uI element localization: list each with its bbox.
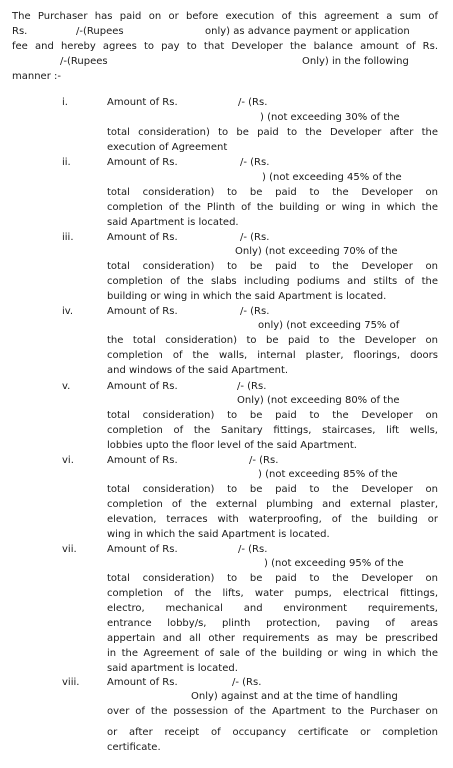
item-line: total consideration) to be paid to the Developer after the [107, 127, 438, 138]
item-line: Only) (not exceeding 70% of the [235, 246, 398, 257]
item-line: completion of the Plinth of the building or wing in which the [107, 202, 438, 213]
item-line: electro, mechanical and environment requirements, [107, 603, 438, 614]
item-line: completion of the lifts, water pumps, electrical fittings, [107, 588, 438, 599]
item-line: total consideration) to be paid to the Developer on [107, 573, 438, 584]
item-rs-label: /- (Rs. [232, 677, 262, 688]
item-amount-label: Amount of Rs. [107, 157, 178, 168]
intro-line-2-rs: Rs. [12, 26, 28, 37]
item-line: lobbies upto the floor level of the said Apartment. [107, 440, 357, 451]
item-line: total consideration) to be paid to the Developer on [107, 484, 438, 495]
intro-line-4-rupees: /-(Rupees [60, 56, 108, 67]
item-amount-label: Amount of Rs. [107, 232, 178, 243]
item-line: completion of the slabs including podiums and stilts of the [107, 276, 438, 287]
item-rs-label: /- (Rs. [238, 544, 268, 555]
item-line: said apartment is located. [107, 663, 238, 674]
item-number: iv. [62, 306, 74, 317]
item-number: v. [62, 381, 71, 392]
item-rs-label: /- (Rs. [238, 97, 268, 108]
item-line: ) (not exceeding 85% of the [258, 469, 398, 480]
item-line: entrance lobby/s, plinth protection, paving of areas [107, 618, 438, 629]
item-line: ) (not exceeding 95% of the [264, 558, 404, 569]
item-rs-label: /- (Rs. [240, 306, 270, 317]
item-line: total consideration) to be paid to the Developer on [107, 187, 438, 198]
item-line: in the Agreement of sale of the building or wing in which the [107, 648, 438, 659]
item-line: completion of the Sanitary fittings, staircases, lift wells, [107, 425, 438, 436]
intro-line-1: The Purchaser has paid on or before execution of this agreement a sum of [12, 11, 438, 22]
intro-line-5: manner :- [12, 71, 61, 82]
item-line: ) (not exceeding 30% of the [260, 112, 400, 123]
item-rs-label: /- (Rs. [240, 232, 270, 243]
item-number: i. [62, 97, 68, 108]
item-line: and windows of the said Apartment. [107, 365, 289, 376]
item-line: elevation, terraces with waterproofing, of the building or [107, 514, 438, 525]
item-line: Only) against and at the time of handling [191, 691, 398, 702]
item-number: ii. [62, 157, 71, 168]
item-line: building or wing in which the said Apartment is located. [107, 291, 387, 302]
item-line: appertain and all other requirements as may be prescribed [107, 633, 438, 644]
item-number: viii. [62, 677, 80, 688]
item-amount-label: Amount of Rs. [107, 306, 178, 317]
item-amount-label: Amount of Rs. [107, 544, 178, 555]
item-line: or after receipt of occupancy certificate or completion [107, 727, 438, 738]
item-line: the total consideration) to be paid to the Developer on [107, 335, 438, 346]
item-line: Only) (not exceeding 80% of the [237, 395, 400, 406]
item-line: certificate. [107, 742, 161, 753]
item-number: vi. [62, 455, 74, 466]
item-line: ) (not exceeding 45% of the [262, 172, 402, 183]
item-rs-label: /- (Rs. [240, 157, 270, 168]
item-line: wing in which the said Apartment is located. [107, 529, 330, 540]
item-amount-label: Amount of Rs. [107, 97, 178, 108]
item-line: completion of the external plumbing and external plaster, [107, 499, 438, 510]
intro-line-2-rest: only) as advance payment or application [205, 26, 410, 37]
item-amount-label: Amount of Rs. [107, 677, 178, 688]
item-rs-label: /- (Rs. [237, 381, 267, 392]
item-amount-label: Amount of Rs. [107, 381, 178, 392]
item-number: iii. [62, 232, 74, 243]
item-line: only) (not exceeding 75% of [258, 320, 400, 331]
item-rs-label: /- (Rs. [249, 455, 279, 466]
item-line: execution of Agreement [107, 142, 228, 153]
item-line: over of the possession of the Apartment to the Purchaser on [107, 706, 438, 717]
item-line: said Apartment is located. [107, 217, 239, 228]
item-line: total consideration) to be paid to the Developer on [107, 410, 438, 421]
intro-line-4-rest: Only) in the following [302, 56, 409, 67]
item-line: completion of the walls, internal plaster, floorings, doors [107, 350, 438, 361]
item-amount-label: Amount of Rs. [107, 455, 178, 466]
intro-line-3: fee and hereby agrees to pay to that Developer the balance amount of Rs. [12, 41, 438, 52]
item-line: total consideration) to be paid to the Developer on [107, 261, 438, 272]
intro-line-2-rupees: /-(Rupees [76, 26, 124, 37]
item-number: vii. [62, 544, 77, 555]
